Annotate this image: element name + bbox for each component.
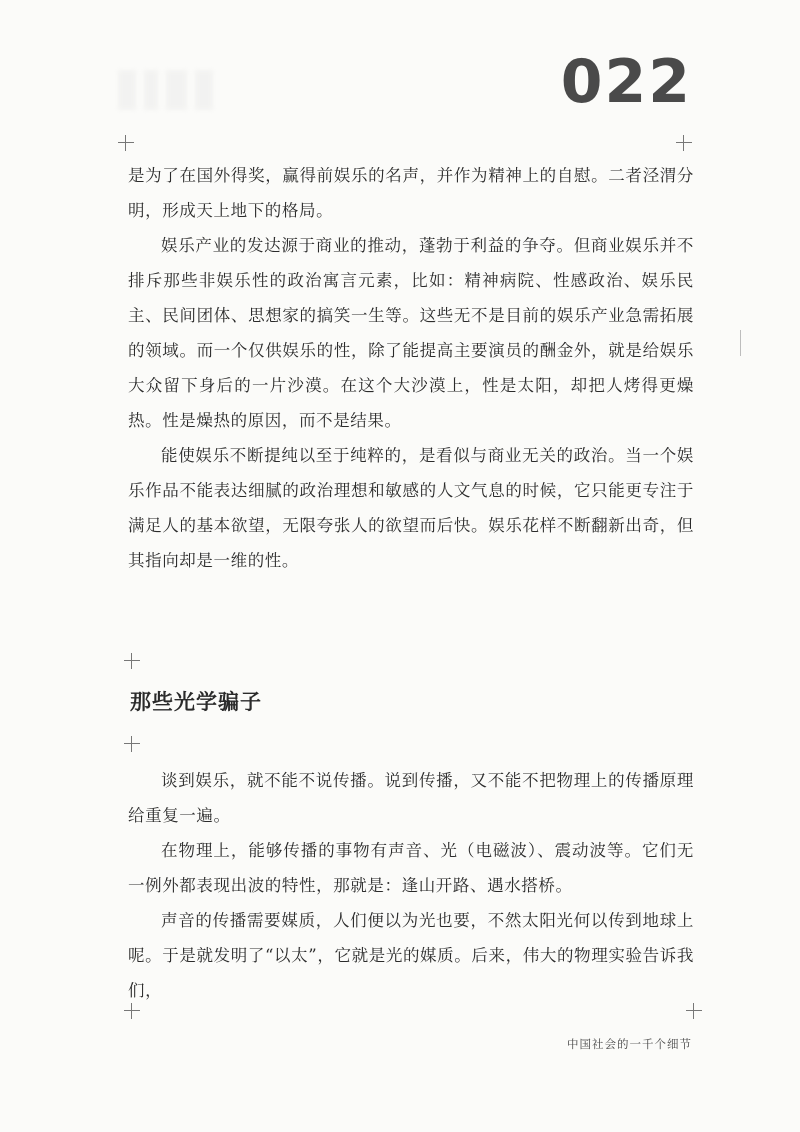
margin-tick-mark [740, 330, 741, 356]
crop-mark-icon [124, 653, 140, 669]
paragraph: 娱乐产业的发达源于商业的推动，蓬勃于利益的争夺。但商业娱乐并不排斥那些非娱乐性的政治寓言元素，比如：精神病院、性感政治、娱乐民主、民间团体、思想家的搞笑一生等。这些无不是目前的娱乐产业急需拓展的领域。而一个仅供娱乐的性，除了能提高主要演员的酬金外，就是给娱乐大众留下身后的一片沙漠。在这个大沙漠上，性是太阳，却把人烤得更燥热。性是燥热的原因，而不是结果。 [128, 236, 694, 430]
paragraph: 谈到娱乐，就不能不说传播。说到传播，又不能不把物理上的传播原理给重复一遍。 [128, 771, 694, 825]
crop-mark-icon [124, 736, 140, 752]
paragraph: 声音的传播需要媒质，人们便以为光也要，不然太阳光何以传到地球上呢。于是就发明了“以太”，它就是光的媒质。后来，伟大的物理实验告诉我们， [128, 911, 694, 1000]
paragraph: 是为了在国外得奖，赢得前娱乐的名声，并作为精神上的自慰。二者泾渭分明，形成天上地下的格局。 [128, 166, 694, 220]
section-title: 那些光学骗子 [130, 690, 262, 714]
crop-mark-icon [124, 1003, 140, 1019]
body-text-block-1 [128, 158, 694, 578]
page-number: 022 [560, 47, 692, 117]
body-text-block-2 [128, 763, 694, 1008]
crop-mark-icon [676, 135, 692, 151]
paragraph: 在物理上，能够传播的事物有声音、光（电磁波）、震动波等。它们无一例外都表现出波的特性，那就是：逢山开路、遇水搭桥。 [128, 841, 694, 895]
crop-mark-icon [686, 1003, 702, 1019]
crop-mark-icon [118, 135, 134, 151]
footer-book-title: 中国社会的一千个细节 [567, 1037, 692, 1051]
paragraph: 能使娱乐不断提纯以至于纯粹的，是看似与商业无关的政治。当一个娱乐作品不能表达细腻的政治理想和敏感的人文气息的时候，它只能更专注于满足人的基本欲望，无限夸张人的欲望而后快。娱乐花样不断翻新出奇，但其指向却是一维的性。 [128, 446, 694, 570]
faded-header-mark [118, 70, 213, 110]
